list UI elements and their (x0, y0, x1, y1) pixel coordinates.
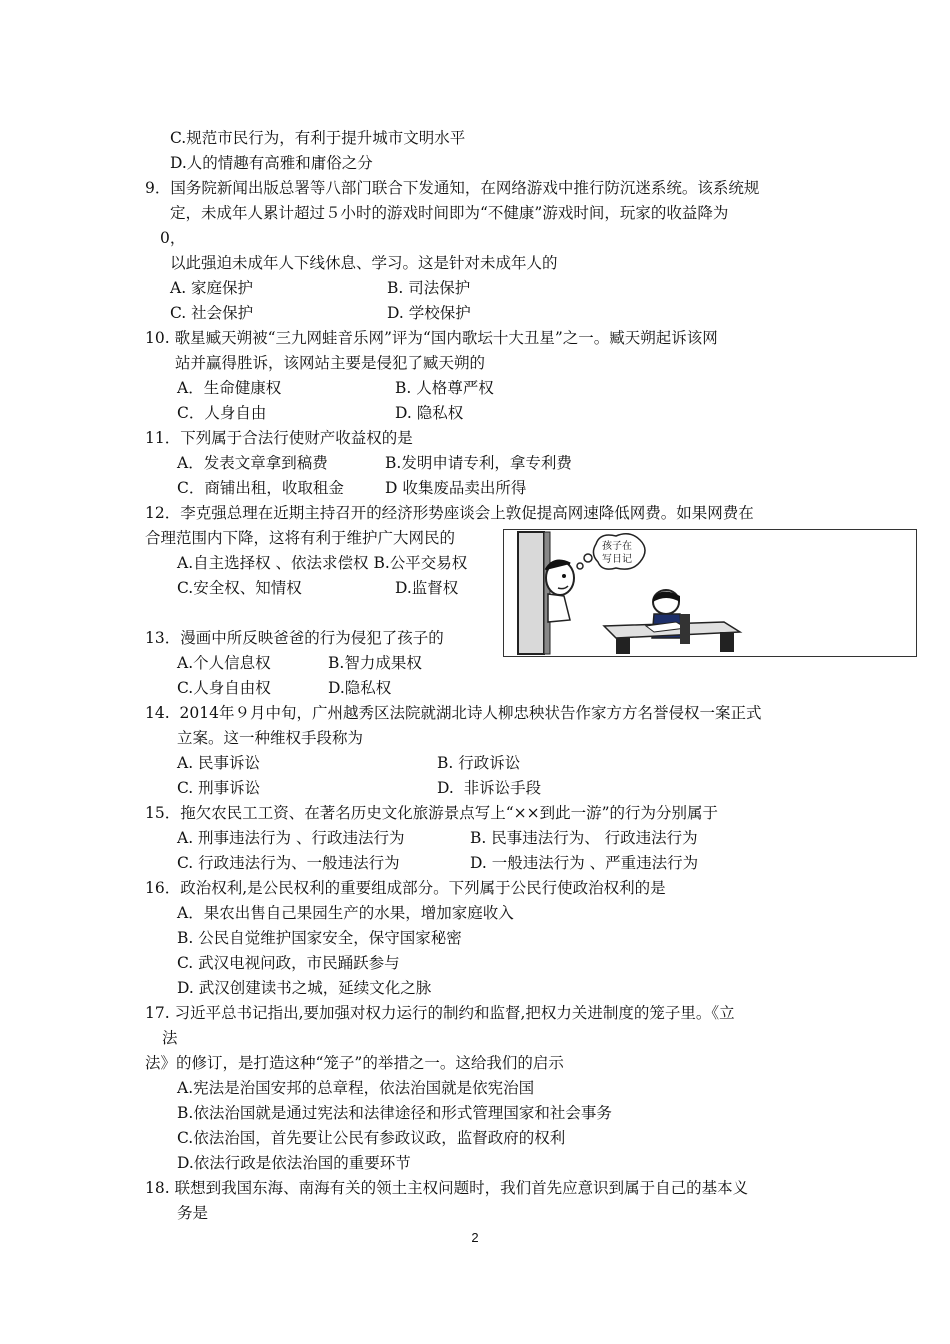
q10-option-d: D. 隐私权 (395, 404, 464, 422)
q10-option-a: A．生命健康权 (177, 379, 282, 397)
q11-option-a: A．发表文章拿到稿费 (177, 454, 328, 472)
q11-option-d: D 收集废品卖出所得 (385, 479, 527, 497)
q8-option-d: D.人的情趣有高雅和庸俗之分 (170, 154, 373, 172)
q16-stem: 16．政治权利,是公民权利的重要组成部分。下列属于公民行使政治权利的是 (145, 879, 666, 897)
q9-option-d: D. 学校保护 (387, 304, 471, 322)
q13-option-b: B.智力成果权 (328, 654, 422, 672)
q16-option-c: C. 武汉电视问政，市民踊跃参与 (177, 954, 400, 972)
q17-option-d: D.依法行政是依法治国的重要环节 (177, 1154, 411, 1172)
q11-stem: 11．下列属于合法行使财产收益权的是 (145, 429, 413, 447)
q17-option-c: C.依法治国，首先要让公民有参政议政，监督政府的权利 (177, 1129, 566, 1147)
q9-stem-line2: 定，未成年人累计超过５小时的游戏时间即为“不健康”游戏时间，玩家的收益降为 (170, 204, 729, 222)
q14-option-c: C. 刑事诉讼 (177, 779, 261, 797)
page-number: 2 (471, 1230, 479, 1245)
q17-stem-line1: 17. 习近平总书记指出,要加强对权力运行的制约和监督,把权力关进制度的笼子里。《立 (145, 1004, 735, 1022)
q18-stem-line2: 务是 (177, 1204, 209, 1222)
q8-option-c: C.规范市民行为，有利于提升城市文明水平 (170, 129, 466, 147)
q13-option-d: D.隐私权 (328, 679, 392, 697)
q17-stem-line2: 法 (162, 1029, 178, 1047)
q12-option-ab: A.自主选择权 、依法求偿权 B.公平交易权 (177, 554, 468, 572)
q16-option-d: D. 武汉创建读书之城，延续文化之脉 (177, 979, 432, 997)
q9-stem-line3: 0， (160, 229, 186, 247)
cartoon-illustration (503, 529, 917, 657)
q15-option-d: D. 一般违法行为 、严重违法行为 (470, 854, 699, 872)
q14-option-d: D. 非诉讼手段 (437, 779, 542, 797)
q9-option-c: C. 社会保护 (170, 304, 254, 322)
q15-stem: 15．拖欠农民工工资、在著名历史文化旅游景点写上“××到此一游”的行为分别属于 (145, 804, 719, 822)
cartoon-bubble-line2: 写日记 (602, 554, 632, 565)
q17-stem-line3: 法》的修订，是打造这种“笼子”的举措之一。这给我们的启示 (145, 1054, 564, 1072)
q10-option-b: B. 人格尊严权 (395, 379, 494, 397)
q15-option-a: A. 刑事违法行为 、行政违法行为 (177, 829, 405, 847)
q14-stem-line2: 立案。这一种维权手段称为 (177, 729, 364, 747)
q10-stem-line2: 站并赢得胜诉，该网站主要是侵犯了臧天朔的 (175, 354, 486, 372)
q11-option-b: B.发明申请专利，拿专利费 (385, 454, 572, 472)
q10-option-c: C．人身自由 (177, 404, 267, 422)
q13-option-a: A.个人信息权 (177, 654, 271, 672)
q17-option-a: A.宪法是治国安邦的总章程，依法治国就是依宪治国 (177, 1079, 535, 1097)
q12-stem-line2: 合理范围内下降，这将有利于维护广大网民的 (145, 529, 456, 547)
q18-stem-line1: 18. 联想到我国东海、南海有关的领土主权问题时，我们首先应意识到属于自己的基本义 (145, 1179, 749, 1197)
q9-option-b: B. 司法保护 (387, 279, 471, 297)
q12-stem-line1: 12．李克强总理在近期主持召开的经济形势座谈会上敦促提高网速降低网费。如果网费在 (145, 504, 754, 522)
q9-stem-line4: 以此强迫未成年人下线休息、学习。这是针对未成年人的 (170, 254, 558, 272)
q17-option-b: B.依法治国就是通过宪法和法律途径和形式管理国家和社会事务 (177, 1104, 612, 1122)
q16-option-b: B. 公民自觉维护国家安全，保守国家秘密 (177, 929, 462, 947)
q14-option-b: B. 行政诉讼 (437, 754, 521, 772)
q15-option-b: B. 民事违法行为、 行政违法行为 (470, 829, 698, 847)
q9-option-a: A. 家庭保护 (170, 279, 254, 297)
q14-stem-line1: 14. 2014年９月中旬，广州越秀区法院就湖北诗人柳忠秧状告作家方方名誉侵权一案正式 (145, 704, 762, 722)
q13-stem: 13．漫画中所反映爸爸的行为侵犯了孩子的 (145, 629, 444, 647)
q9-stem-line1: 9．国务院新闻出版总署等八部门联合下发通知，在网络游戏中推行防沉迷系统。该系统规 (145, 179, 760, 197)
q13-option-c: C.人身自由权 (177, 679, 271, 697)
cartoon-bubble-line1: 孩子在 (602, 541, 632, 552)
q11-option-c: C．商铺出租，收取租金 (177, 479, 344, 497)
q12-option-c: C.安全权、知情权 (177, 579, 302, 597)
q10-stem-line1: 10. 歌星臧天朔被“三九网蛙音乐网”评为“国内歌坛十大丑星”之一。臧天朔起诉该网 (145, 329, 718, 347)
q12-option-d: D.监督权 (395, 579, 459, 597)
q14-option-a: A. 民事诉讼 (177, 754, 261, 772)
q16-option-a: A．果农出售自己果园生产的水果，增加家庭收入 (177, 904, 514, 922)
q15-option-c: C. 行政违法行为、一般违法行为 (177, 854, 400, 872)
